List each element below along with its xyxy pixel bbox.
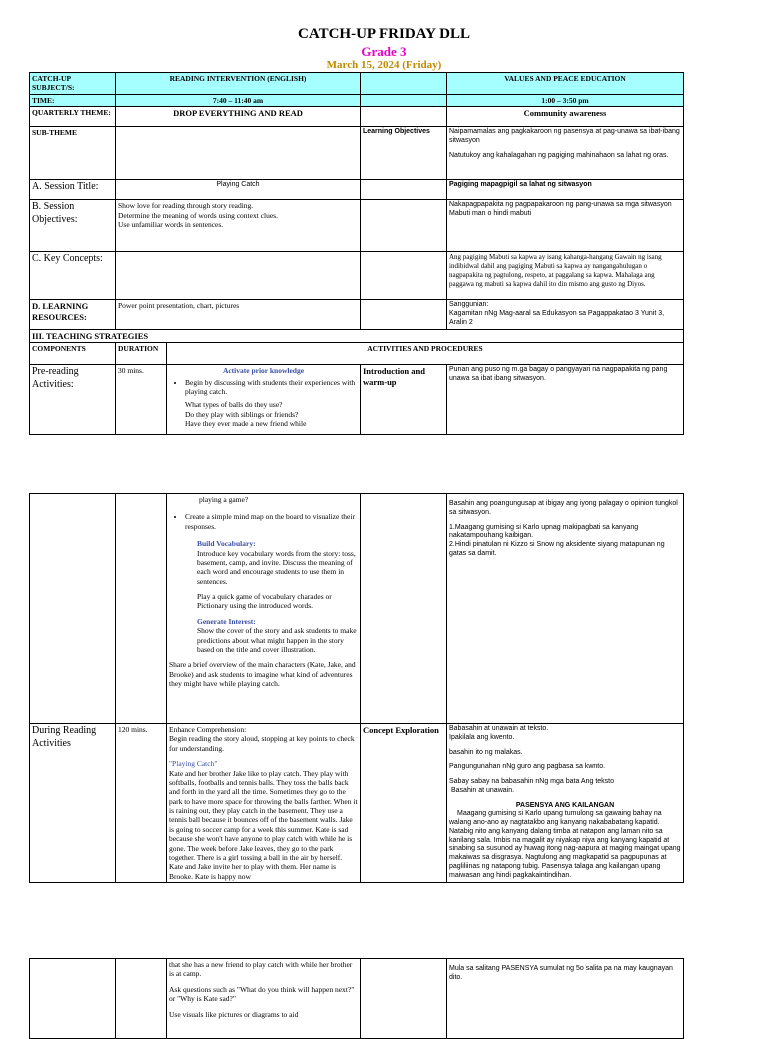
objective-1: Show love for reading through story reading.	[118, 201, 254, 211]
pasensya-task: Mula sa salitang PASENSYA sumulat ng 5o salita pa na may kaugnayan dito.	[447, 959, 684, 1039]
question-2: Do they play with siblings or friends?	[185, 409, 299, 419]
resources-reading: Power point presentation, chart, pictures	[116, 300, 361, 329]
concept-step-1: Babasahin at unawain at teksto.	[449, 725, 549, 732]
ask-questions: Ask questions such as "What do you think will happen next?" or "Why is Kate sad?"	[169, 984, 355, 1004]
story2-title: PASENSYA ANG KAILANGAN	[515, 801, 615, 809]
subtheme-row	[30, 127, 684, 180]
during-reading-row	[30, 724, 684, 883]
time-values: 1:00 – 3:50 pm	[447, 95, 684, 107]
theme-label: QUARTERLY THEME:	[30, 107, 116, 127]
time-label: TIME:	[30, 95, 116, 107]
time-reading: 7:40 – 11:40 am	[116, 95, 361, 107]
concept-label: Concept Exploration	[361, 724, 447, 883]
session-title-reading: Playing Catch	[116, 180, 361, 200]
continued-question: playing a game?	[199, 495, 249, 504]
key-concepts-values: Ang pagiging Mabuti sa kapwa ay isang kahanga-hangang Gawain ng isang indibidwal dahil ang pagiging Mabuti sa kapwa ay nangangahulugan o nagpapakita ng pagtulong, respeto, at paggalang sa kapwa. Mahalaga ang paggawa ng mabuti sa kapwa dahil ito din mismo ang gusto ng Diyos.	[447, 252, 684, 300]
learning-objective-2: Natutukoy ang kahalagahan ng pagiging mahinahaon sa lahat ng oras.	[449, 151, 669, 159]
concept-step-4: Pangungunahan nNg guro ang pagbasa sa kwnto.	[449, 763, 606, 771]
learning-objectives-label: Learning Objectives	[361, 127, 447, 180]
document-title: CATCH-UP FRIDAY DLL	[298, 26, 470, 42]
concept-step-5: Sabay sabay na babasahin nNg mga bata Ang teksto	[449, 778, 615, 785]
interest-heading: Generate Interest:	[197, 616, 256, 626]
key-concepts-row	[30, 252, 684, 300]
story2-text: Maagang gumising si Karlo upang tumulong sa gawaing bahay na walang ano-ano ay nagtatakbo ang kanyang nakababatang kapatid. Natabig nito ang kanyang dalang timba at natapon ang laman nito sa kanilang sala. Imbis na magalit ay niyakap niya ang kanyang kapatid at sinabing sa susunod ay huwag itong nag-aapura at maging maingat upang makaiwas sa disgrasya. Nagtulong ang magkapatid sa pagpupunas at pagliliinas ng natapong tubig. Pasensya talaga ang kailangan upang maiwasan ang hindi pagkakaintindihan.	[449, 810, 681, 879]
objective-2: Determine the meaning of words using context clues.	[118, 210, 278, 220]
pre-reading-duration: 30 mins.	[116, 365, 167, 435]
date-label: March 15, 2024 (Friday)	[326, 59, 442, 71]
during-reading-continued-row	[30, 959, 684, 1039]
grade-label: Grade 3	[361, 44, 407, 59]
enhance-text: Begin reading the story aloud, stopping at key points to check for understanding.	[169, 734, 355, 753]
mind-map-bullet: • Create a simple mind map on the board to visualize their responses.	[185, 512, 358, 531]
strategies-row	[30, 329, 684, 343]
subject-reading: READING INTERVENTION (ENGLISH)	[116, 73, 361, 95]
theme-reading: DROP EVERYTHING AND READ	[116, 107, 361, 127]
subject-row	[30, 73, 684, 95]
concept-step-3: basahin ito ng malakas.	[449, 748, 523, 756]
resources-reference-label: Sanggunian:	[449, 301, 489, 309]
components-label: COMPONENTS	[30, 343, 116, 365]
subject-values: VALUES AND PEACE EDUCATION	[447, 73, 684, 95]
question-1: What types of balls do they use?	[185, 400, 283, 410]
concept-step-6: Basahin at unawain.	[451, 786, 515, 794]
interest-text: Show the cover of the story and ask students to make predictions about what might happen in the story based on the title and cover illustration.	[197, 626, 357, 654]
pre-reading-continued-row	[30, 494, 684, 724]
resources-row	[30, 300, 684, 329]
pre-reading-bullet: • Begin by discussing with students their experiences with playing catch.	[185, 378, 358, 397]
story-title: "Playing Catch"	[169, 759, 218, 769]
dll-table-page3	[29, 958, 684, 1039]
question-3: Have they ever made a new friend while	[185, 419, 307, 429]
activities-label: ACTIVITIES AND PROCEDURES	[167, 343, 684, 365]
objectives-row	[30, 200, 684, 252]
resources-reference: Kagamitan nNg Mag-aaral sa Edukasyon sa Pagappakatao 3 Yunit 3, Aralin 2	[449, 310, 665, 326]
vocab-game: Play a quick game of vocabulary charades or Pictionary using the introduced words.	[197, 592, 332, 611]
during-reading-label: During Reading Activities	[30, 724, 116, 883]
vocab-heading: Build Vocabulary:	[197, 539, 256, 549]
theme-values: Community awareness	[447, 107, 684, 127]
objectives-values: Nakapagpapakita ng pagpapakaroon ng pang-unawa sa mga sitwasyon Mabuti man o hindi mabuti	[447, 200, 684, 252]
session-title-row	[30, 180, 684, 200]
opinion-item-2: 2.Hindi pinatulan ni Kizzo si Snow ng aksidente siyang matapunan ng gatas sa damit.	[449, 541, 665, 557]
opinion-item-1: 1.Maagang gumising si Karlo upnag makipagbati sa kanyang nakatampouhang kaibigan.	[449, 523, 639, 540]
resources-label: D. LEARNING RESOURCES:	[30, 300, 116, 329]
components-header-row	[30, 343, 684, 365]
story-text: Kate and her brother Jake like to play catch. They play with softballs, footballs and tennis balls. They toss the balls back and forth in the yard all the time. Sometimes they go to the park to have more space for throwing the balls farther. When it is raining out, they play catch in the basement. They use a tennis ball because it bounces off of the basement walls. Jake is going to soccer camp for a week this summer. Kate is sad because she won't have anyone to play catch with while he is gone. The week before Jake leaves, they go to the park together. There is a girl tossing a ball in the air by herself. Kate and Jake invite her to play with them. Her name is Brooke. Kate is happy now	[169, 768, 358, 881]
strategies-label: III. TEACHING STRATEGIES	[30, 329, 684, 343]
opinion-intro: Basahin ang poangungusap at ibigay ang iyong palagay o opinion tungkol sa sitwasyon.	[449, 500, 678, 516]
enhance-heading: Enhance Comprehension:	[169, 725, 247, 734]
duration-label: DURATION	[116, 343, 167, 365]
pre-reading-label: Pre-reading Activities:	[30, 365, 116, 435]
use-visuals: Use visuals like pictures or diagrams to aid	[169, 1009, 299, 1019]
theme-row	[30, 107, 684, 127]
objective-3: Use unfamiliar words in sentences.	[118, 220, 224, 230]
subtheme-label: SUB-THEME	[30, 127, 116, 180]
learning-objective-1: Naipamamalas ang pagkakaroon ng pasensya at pag-unawa sa ibat-ibang sitwasyon	[449, 128, 680, 145]
dll-table-page2	[29, 493, 684, 883]
intro-label: Introduction and warm-up	[361, 365, 447, 435]
session-title-values: Pagiging mapagpigil sa lahat ng sitwasyon	[447, 180, 684, 200]
activate-heading: Activate prior knowledge	[222, 366, 305, 376]
overview-text: Share a brief overview of the main characters (Kate, Jake, and Brooke) and ask students to imagine what kind of adventures they might have while playing catch.	[169, 660, 356, 688]
objectives-label: B. Session Objectives:	[30, 200, 116, 252]
vocab-text: Introduce key vocabulary words from the story: toss, basement, camp, and invite. Discuss the meaning of each word and encourage students to use them in sentences.	[197, 548, 356, 586]
intro-text: Punan ang puso ng m.ga bagay o pangyayari na nagpapakita ng pang unawa sa ibat ibang sitwasyon.	[447, 365, 684, 435]
concept-step-2: Ipakilala ang kwento.	[449, 733, 515, 741]
session-title-label: A. Session Title:	[30, 180, 116, 200]
during-reading-duration: 120 mins.	[116, 724, 167, 883]
dll-table-page1	[29, 72, 684, 435]
key-concepts-label: C. Key Concepts:	[30, 252, 116, 300]
story-continued: that she has a new friend to play catch with while her brother is at camp.	[169, 960, 353, 979]
subject-label: CATCH-UP SUBJECT/S:	[30, 73, 116, 95]
pre-reading-row	[30, 365, 684, 435]
time-row	[30, 95, 684, 107]
